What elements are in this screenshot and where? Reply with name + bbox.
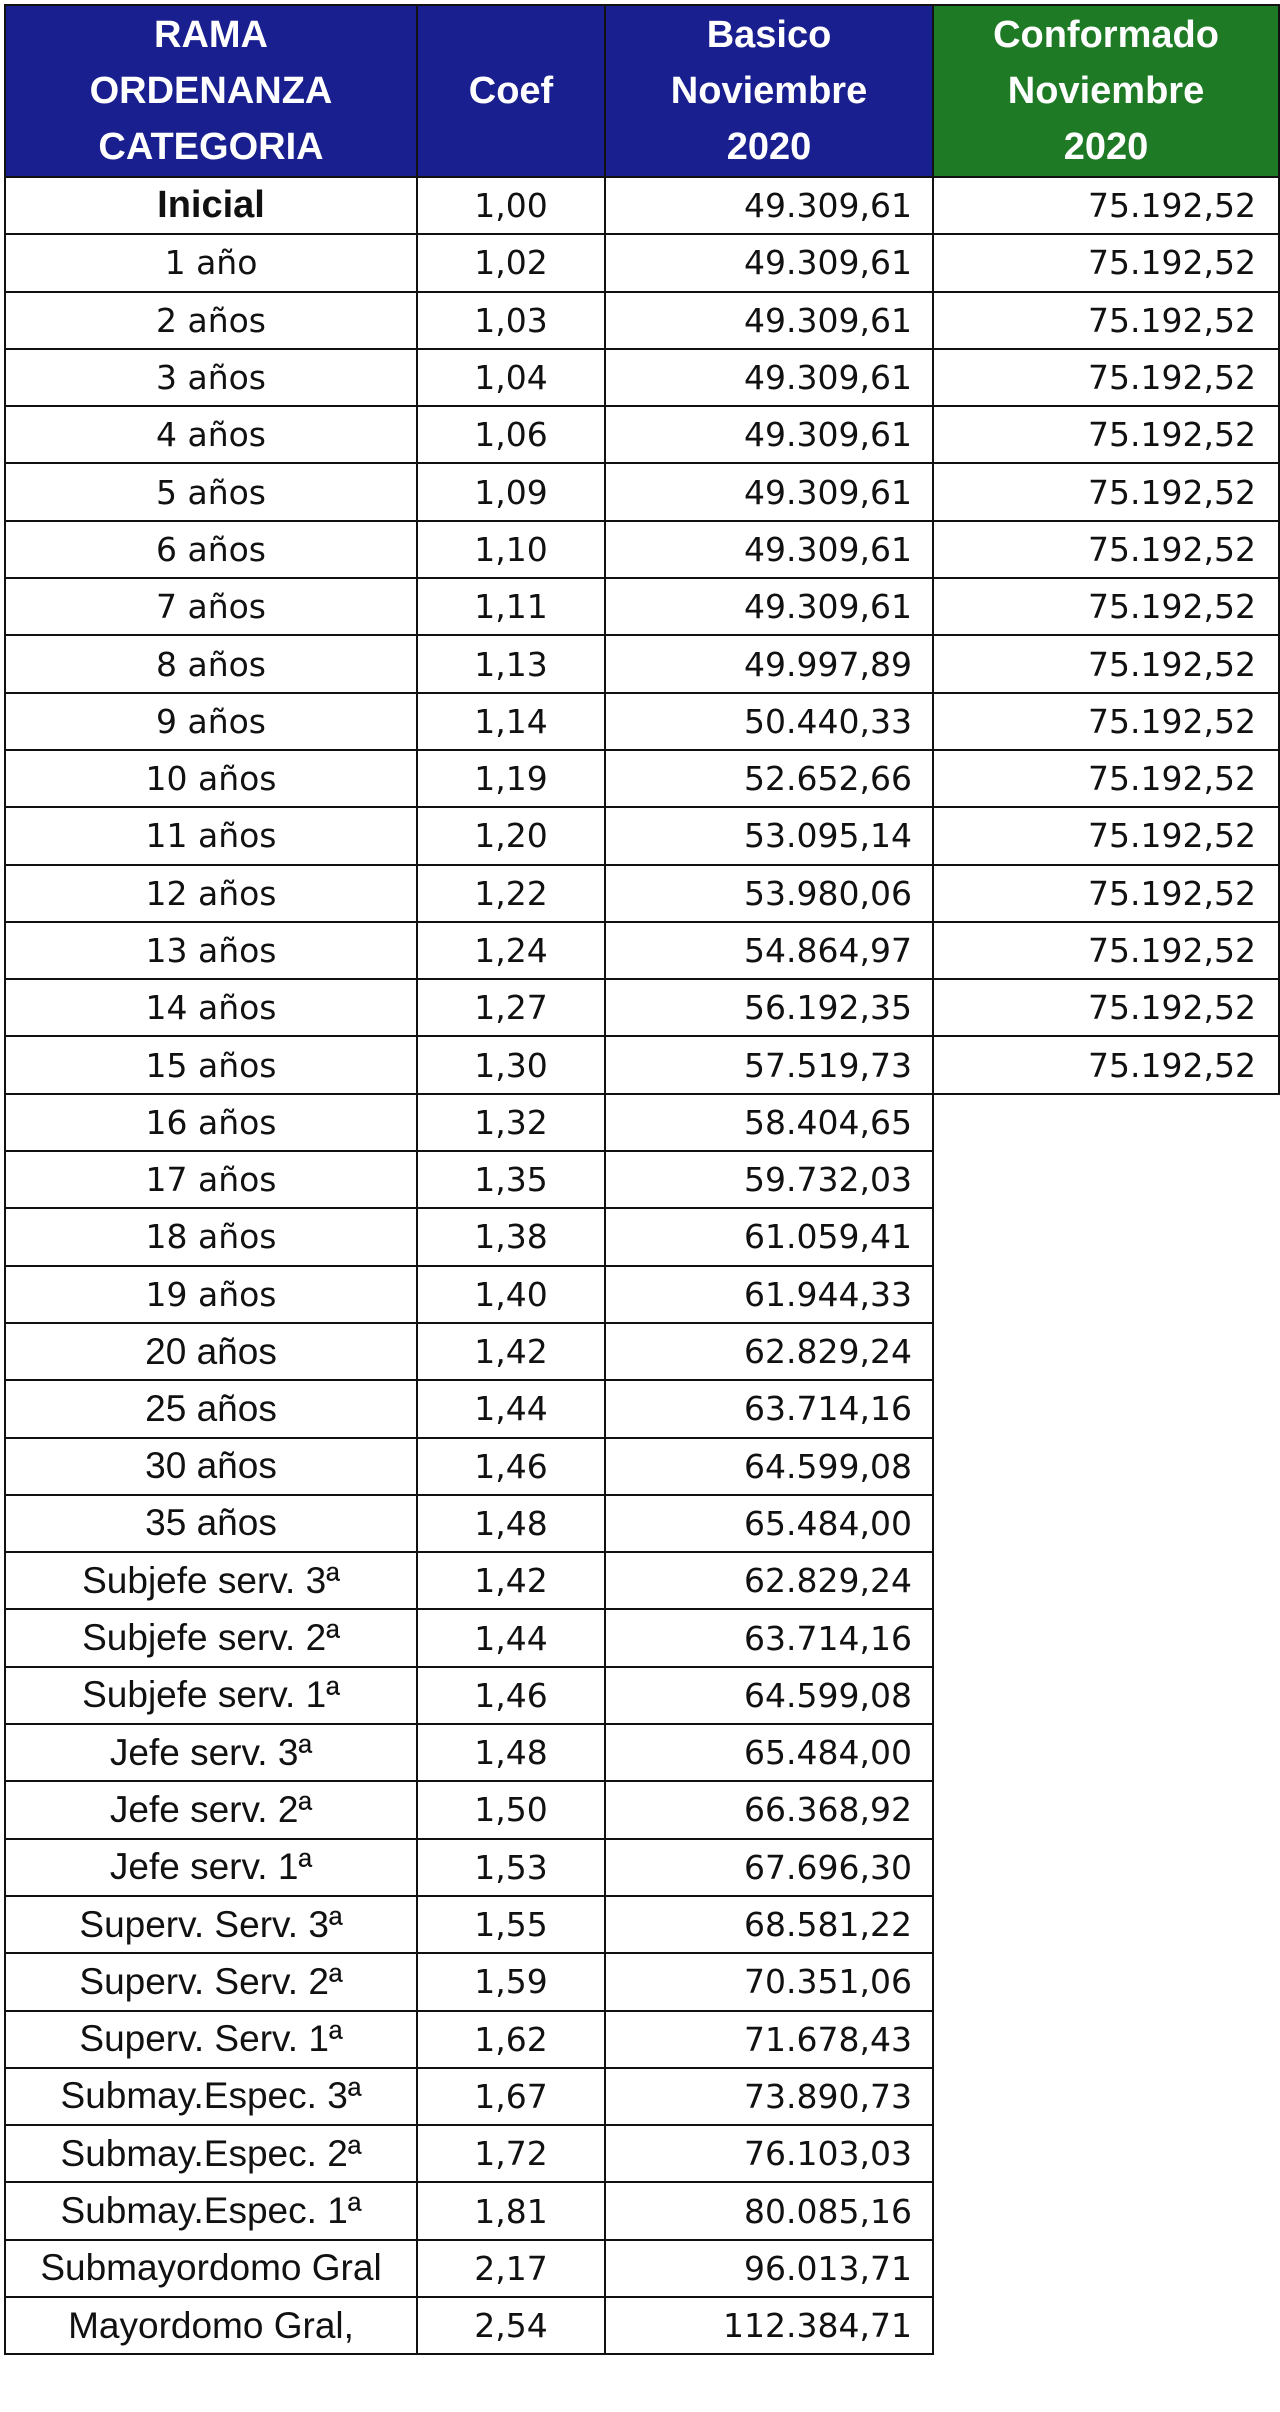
table-row [5,2125,1279,2182]
cell-conformado-empty [933,1896,1279,1953]
cell-coef: 1,10 [417,521,605,578]
cell-conformado-empty [933,2240,1279,2297]
table-row [5,1438,1279,1495]
cell-basico: 49.309,61 [605,406,933,463]
cell-coef: 1,67 [417,2068,605,2125]
cell-conformado-empty [933,2297,1279,2354]
table-row [5,2182,1279,2239]
table-row [5,922,1279,979]
table-row [5,2297,1279,2354]
cell-categoria: 9 años [5,693,417,750]
cell-coef: 1,72 [417,2125,605,2182]
cell-coef: 1,11 [417,578,605,635]
table-row [5,521,1279,578]
table-row [5,750,1279,807]
cell-basico: 61.944,33 [605,1266,933,1323]
cell-categoria: 12 años [5,865,417,922]
cell-conformado-empty [933,2011,1279,2068]
cell-coef: 1,13 [417,635,605,692]
cell-coef: 1,40 [417,1266,605,1323]
header-conformado-line-1: Conformado [993,14,1219,56]
header-conformado-line-2: Noviembre [1007,70,1205,112]
cell-basico: 53.095,14 [605,807,933,864]
cell-coef: 1,44 [417,1609,605,1666]
header-categoria-line-1: RAMA [154,14,268,56]
cell-coef: 1,81 [417,2182,605,2239]
table-row [5,234,1279,291]
cell-coef: 1,46 [417,1438,605,1495]
table-row [5,1208,1279,1265]
cell-basico: 58.404,65 [605,1094,933,1151]
cell-categoria: 30 años [5,1438,417,1495]
cell-basico: 67.696,30 [605,1839,933,1896]
header-basico [605,5,933,177]
cell-categoria: Submay.Espec. 1ª [5,2182,417,2239]
cell-categoria: 10 años [5,750,417,807]
cell-categoria: Superv. Serv. 3ª [5,1896,417,1953]
table-row [5,349,1279,406]
header-conformado-line-3: 2020 [1063,126,1149,168]
cell-conformado: 75.192,52 [933,865,1279,922]
cell-categoria: Subjefe serv. 3ª [5,1552,417,1609]
table-row [5,2068,1279,2125]
table-row [5,292,1279,349]
header-coef-line-1: Coef [468,70,554,112]
cell-coef: 1,00 [417,177,605,234]
cell-categoria: Submay.Espec. 3ª [5,2068,417,2125]
table-row [5,1495,1279,1552]
table-row [5,1839,1279,1896]
cell-basico: 63.714,16 [605,1609,933,1666]
cell-conformado: 75.192,52 [933,578,1279,635]
cell-basico: 56.192,35 [605,979,933,1036]
header-conformado [933,5,1279,177]
cell-basico: 64.599,08 [605,1667,933,1724]
cell-conformado: 75.192,52 [933,292,1279,349]
cell-basico: 52.652,66 [605,750,933,807]
table-row [5,1724,1279,1781]
cell-conformado: 75.192,52 [933,922,1279,979]
cell-coef: 1,62 [417,2011,605,2068]
cell-coef: 1,42 [417,1552,605,1609]
cell-categoria: Jefe serv. 2ª [5,1781,417,1838]
cell-categoria: Superv. Serv. 2ª [5,1953,417,2010]
cell-coef: 1,55 [417,1896,605,1953]
cell-basico: 112.384,71 [605,2297,933,2354]
cell-basico: 80.085,16 [605,2182,933,2239]
cell-categoria: Jefe serv. 1ª [5,1839,417,1896]
cell-categoria: 3 años [5,349,417,406]
header-categoria-line-2: ORDENANZA [89,70,333,112]
cell-categoria: Inicial [5,177,417,234]
cell-conformado-empty [933,1953,1279,2010]
cell-coef: 1,53 [417,1839,605,1896]
header-categoria [5,5,417,177]
cell-basico: 57.519,73 [605,1036,933,1093]
cell-coef: 1,04 [417,349,605,406]
header-categoria-line-3: CATEGORIA [98,126,324,168]
cell-categoria: 25 años [5,1380,417,1437]
cell-conformado-empty [933,1266,1279,1323]
cell-basico: 54.864,97 [605,922,933,979]
table-row [5,1667,1279,1724]
cell-conformado-empty [933,2068,1279,2125]
table-row [5,1380,1279,1437]
cell-conformado: 75.192,52 [933,635,1279,692]
cell-conformado-empty [933,1781,1279,1838]
table-row [5,1323,1279,1380]
cell-categoria: 19 años [5,1266,417,1323]
header-row [5,5,1279,177]
header-basico-line-2: Noviembre [670,70,868,112]
cell-categoria: Submayordomo Gral [5,2240,417,2297]
cell-conformado: 75.192,52 [933,463,1279,520]
cell-categoria: Submay.Espec. 2ª [5,2125,417,2182]
cell-basico: 49.309,61 [605,234,933,291]
table-row [5,807,1279,864]
table-row [5,1552,1279,1609]
cell-coef: 1,09 [417,463,605,520]
cell-conformado-empty [933,1552,1279,1609]
cell-coef: 1,42 [417,1323,605,1380]
cell-coef: 1,32 [417,1094,605,1151]
cell-conformado: 75.192,52 [933,406,1279,463]
cell-basico: 49.309,61 [605,349,933,406]
cell-basico: 71.678,43 [605,2011,933,2068]
table-row [5,1151,1279,1208]
header-basico-line-3: 2020 [726,126,812,168]
cell-coef: 1,19 [417,750,605,807]
cell-conformado-empty [933,2182,1279,2239]
cell-conformado: 75.192,52 [933,979,1279,1036]
cell-basico: 76.103,03 [605,2125,933,2182]
cell-coef: 1,27 [417,979,605,1036]
table-row [5,1896,1279,1953]
cell-basico: 49.309,61 [605,463,933,520]
cell-conformado-empty [933,1208,1279,1265]
cell-categoria: 18 años [5,1208,417,1265]
cell-categoria: 5 años [5,463,417,520]
cell-coef: 1,35 [417,1151,605,1208]
cell-categoria: 16 años [5,1094,417,1151]
table-row [5,635,1279,692]
cell-conformado-empty [933,1323,1279,1380]
table-row [5,1036,1279,1093]
cell-categoria: 13 años [5,922,417,979]
salary-table [4,4,1280,2355]
cell-coef: 1,22 [417,865,605,922]
cell-conformado: 75.192,52 [933,521,1279,578]
cell-coef: 1,46 [417,1667,605,1724]
table-row [5,1953,1279,2010]
cell-basico: 68.581,22 [605,1896,933,1953]
cell-categoria: Subjefe serv. 1ª [5,1667,417,1724]
cell-coef: 1,48 [417,1495,605,1552]
cell-conformado-empty [933,1724,1279,1781]
cell-categoria: 11 años [5,807,417,864]
cell-coef: 2,54 [417,2297,605,2354]
cell-basico: 64.599,08 [605,1438,933,1495]
cell-categoria: 6 años [5,521,417,578]
cell-coef: 1,06 [417,406,605,463]
cell-categoria: 4 años [5,406,417,463]
cell-basico: 65.484,00 [605,1724,933,1781]
cell-categoria: 17 años [5,1151,417,1208]
table-row [5,979,1279,1036]
cell-basico: 66.368,92 [605,1781,933,1838]
cell-conformado: 75.192,52 [933,1036,1279,1093]
table-header [5,5,1279,177]
cell-conformado: 75.192,52 [933,234,1279,291]
cell-basico: 49.309,61 [605,521,933,578]
table-row [5,177,1279,234]
cell-conformado-empty [933,1094,1279,1151]
cell-basico: 49.309,61 [605,292,933,349]
cell-basico: 53.980,06 [605,865,933,922]
cell-conformado: 75.192,52 [933,177,1279,234]
cell-basico: 62.829,24 [605,1323,933,1380]
cell-basico: 96.013,71 [605,2240,933,2297]
cell-categoria: Jefe serv. 3ª [5,1724,417,1781]
cell-basico: 62.829,24 [605,1552,933,1609]
cell-coef: 1,30 [417,1036,605,1093]
cell-basico: 61.059,41 [605,1208,933,1265]
cell-conformado-empty [933,1380,1279,1437]
cell-coef: 2,17 [417,2240,605,2297]
cell-conformado-empty [933,1839,1279,1896]
table-row [5,2011,1279,2068]
cell-conformado: 75.192,52 [933,750,1279,807]
cell-categoria: 8 años [5,635,417,692]
table-row [5,1266,1279,1323]
cell-categoria: 20 años [5,1323,417,1380]
cell-conformado-empty [933,1495,1279,1552]
cell-conformado-empty [933,1667,1279,1724]
cell-basico: 63.714,16 [605,1380,933,1437]
table-row [5,1781,1279,1838]
cell-coef: 1,44 [417,1380,605,1437]
cell-categoria: 2 años [5,292,417,349]
cell-coef: 1,02 [417,234,605,291]
cell-basico: 65.484,00 [605,1495,933,1552]
cell-categoria: Mayordomo Gral, [5,2297,417,2354]
cell-coef: 1,20 [417,807,605,864]
cell-basico: 49.997,89 [605,635,933,692]
table-row [5,463,1279,520]
cell-basico: 49.309,61 [605,177,933,234]
cell-categoria: Subjefe serv. 2ª [5,1609,417,1666]
table-row [5,578,1279,635]
cell-categoria: Superv. Serv. 1ª [5,2011,417,2068]
cell-basico: 59.732,03 [605,1151,933,1208]
cell-categoria: 1 año [5,234,417,291]
cell-conformado-empty [933,1609,1279,1666]
cell-coef: 1,50 [417,1781,605,1838]
cell-coef: 1,14 [417,693,605,750]
table-row [5,406,1279,463]
cell-conformado: 75.192,52 [933,693,1279,750]
table-body [5,177,1279,2354]
table-row [5,2240,1279,2297]
cell-conformado-empty [933,1438,1279,1495]
cell-basico: 73.890,73 [605,2068,933,2125]
cell-conformado-empty [933,1151,1279,1208]
cell-basico: 50.440,33 [605,693,933,750]
cell-categoria: 7 años [5,578,417,635]
cell-basico: 49.309,61 [605,578,933,635]
cell-coef: 1,24 [417,922,605,979]
header-basico-line-1: Basico [706,14,832,56]
table-row [5,1609,1279,1666]
cell-conformado-empty [933,2125,1279,2182]
cell-coef: 1,38 [417,1208,605,1265]
header-coef [417,5,605,177]
cell-categoria: 14 años [5,979,417,1036]
table-row [5,693,1279,750]
table-row [5,865,1279,922]
table-row [5,1094,1279,1151]
cell-conformado: 75.192,52 [933,349,1279,406]
cell-conformado: 75.192,52 [933,807,1279,864]
cell-categoria: 15 años [5,1036,417,1093]
cell-coef: 1,03 [417,292,605,349]
cell-coef: 1,48 [417,1724,605,1781]
cell-categoria: 35 años [5,1495,417,1552]
cell-coef: 1,59 [417,1953,605,2010]
cell-basico: 70.351,06 [605,1953,933,2010]
